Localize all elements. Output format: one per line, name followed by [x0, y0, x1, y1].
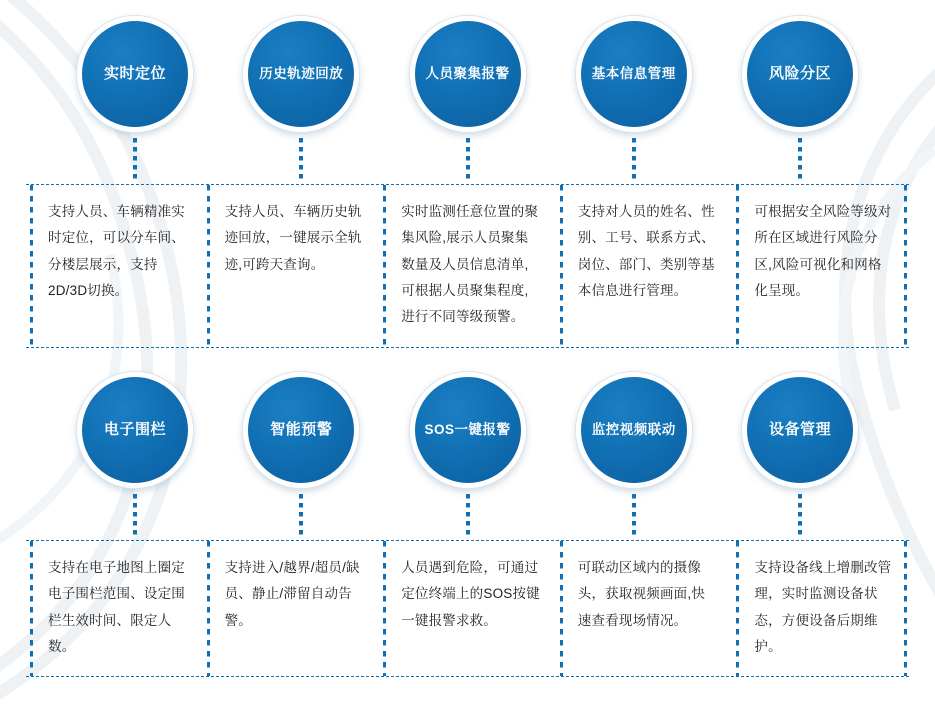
feature-circle[interactable]: 智能预警: [243, 372, 359, 488]
dotted-connector: [632, 494, 636, 536]
feature-node[interactable]: [717, 16, 883, 180]
feature-circle[interactable]: 人员聚集报警: [410, 16, 526, 132]
circle-band-1: [0, 16, 935, 180]
feature-circle[interactable]: 历史轨迹回放: [243, 16, 359, 132]
feature-circle[interactable]: 风险分区: [742, 16, 858, 132]
dotted-connector: [133, 138, 137, 180]
feature-circle[interactable]: 实时定位: [77, 16, 193, 132]
feature-description: 支持人员、车辆精准实时定位，可以分车间、分楼层展示，支持2D/3D切换。: [26, 199, 203, 331]
feature-description: 可根据安全风险等级对所在区域进行风险分区,风险可视化和网格化呈现。: [732, 199, 909, 331]
feature-node[interactable]: [551, 16, 717, 180]
feature-description: 实时监测任意位置的聚集风险,展示人员聚集数量及人员信息清单,可根据人员聚集程度,进行不同等级预警。: [379, 199, 556, 331]
feature-node[interactable]: [551, 372, 717, 536]
dotted-connector: [466, 138, 470, 180]
feature-description: 支持对人员的姓名、性别、工号、联系方式、岗位、部门、类别等基本信息进行管理。: [556, 199, 733, 331]
feature-description: 人员遇到危险，可通过定位终端上的SOS按键一键报警求救。: [379, 555, 556, 660]
feature-node[interactable]: [218, 16, 384, 180]
description-panel-1: [26, 184, 909, 348]
feature-node[interactable]: [218, 372, 384, 536]
dotted-connector: [798, 494, 802, 536]
circle-band-2: [0, 372, 935, 536]
feature-circle[interactable]: 电子围栏: [77, 372, 193, 488]
feature-description: 可联动区域内的摄像头，获取视频画面,快速查看现场情况。: [556, 555, 733, 660]
feature-node[interactable]: [385, 16, 551, 180]
feature-circle[interactable]: SOS一键报警: [410, 372, 526, 488]
feature-description: 支持进入/越界/超员/缺员、静止/滞留自动告警。: [203, 555, 380, 660]
feature-circle[interactable]: 监控视频联动: [576, 372, 692, 488]
feature-description: 支持设备线上增删改管理，实时监测设备状态，方便设备后期维护。: [732, 555, 909, 660]
dotted-connector: [466, 494, 470, 536]
feature-circle[interactable]: 基本信息管理: [576, 16, 692, 132]
feature-node[interactable]: [717, 372, 883, 536]
feature-node[interactable]: [52, 372, 218, 536]
feature-node[interactable]: [52, 16, 218, 180]
dotted-connector: [133, 494, 137, 536]
feature-node[interactable]: [385, 372, 551, 536]
dotted-connector: [632, 138, 636, 180]
feature-description: 支持在电子地图上圈定电子围栏范围、设定围栏生效时间、限定人数。: [26, 555, 203, 660]
dotted-connector: [299, 494, 303, 536]
feature-description: 支持人员、车辆历史轨迹回放，一键展示全轨迹,可跨天查询。: [203, 199, 380, 331]
dotted-connector: [299, 138, 303, 180]
feature-circle[interactable]: 设备管理: [742, 372, 858, 488]
dotted-connector: [798, 138, 802, 180]
feature-row-1: [0, 16, 935, 346]
description-panel-2: [26, 540, 909, 677]
feature-row-2: [0, 372, 935, 712]
